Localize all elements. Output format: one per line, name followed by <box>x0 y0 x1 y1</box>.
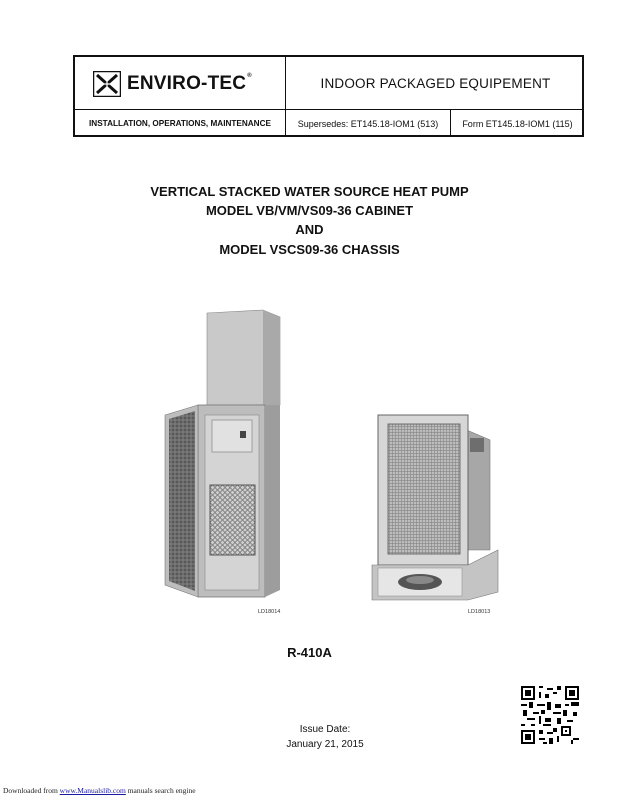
issue-date: January 21, 2015 <box>286 739 364 750</box>
doc-type: INSTALLATION, OPERATIONS, MAINTENANCE <box>89 119 271 128</box>
brand-logo-icon <box>93 71 121 97</box>
issue-date-block <box>0 722 619 752</box>
title-line: AND <box>295 222 324 238</box>
header-title: INDOOR PACKAGED EQUIPEMENT <box>320 75 551 91</box>
title-line: MODEL VB/VM/VS09-36 CABINET <box>205 203 414 219</box>
title-line: MODEL VSCS09-36 CHASSIS <box>219 241 400 257</box>
cabinet-image <box>160 305 295 607</box>
figure-label: LD18014 <box>258 609 281 615</box>
footer-prefix: Downloaded from <box>3 786 60 795</box>
document-header <box>73 55 584 137</box>
brand-logo <box>93 71 252 97</box>
supersedes: Supersedes: ET145.18-IOM1 (513) <box>297 118 439 129</box>
footer-suffix: manuals search engine <box>125 786 196 795</box>
manualslib-link[interactable]: www.Manualslib.com <box>59 786 126 795</box>
form-number: Form ET145.18-IOM1 (115) <box>462 118 573 129</box>
download-footer <box>3 786 196 795</box>
document-title <box>0 182 619 259</box>
chassis-image <box>370 410 500 606</box>
figure-label: LD18013 <box>468 609 491 615</box>
issue-date-label: Issue Date: <box>299 724 351 735</box>
refrigerant-type: R-410A <box>287 645 332 660</box>
title-line: VERTICAL STACKED WATER SOURCE HEAT PUMP <box>150 184 469 199</box>
brand-name: ENVIRO-TEC® <box>127 73 252 94</box>
